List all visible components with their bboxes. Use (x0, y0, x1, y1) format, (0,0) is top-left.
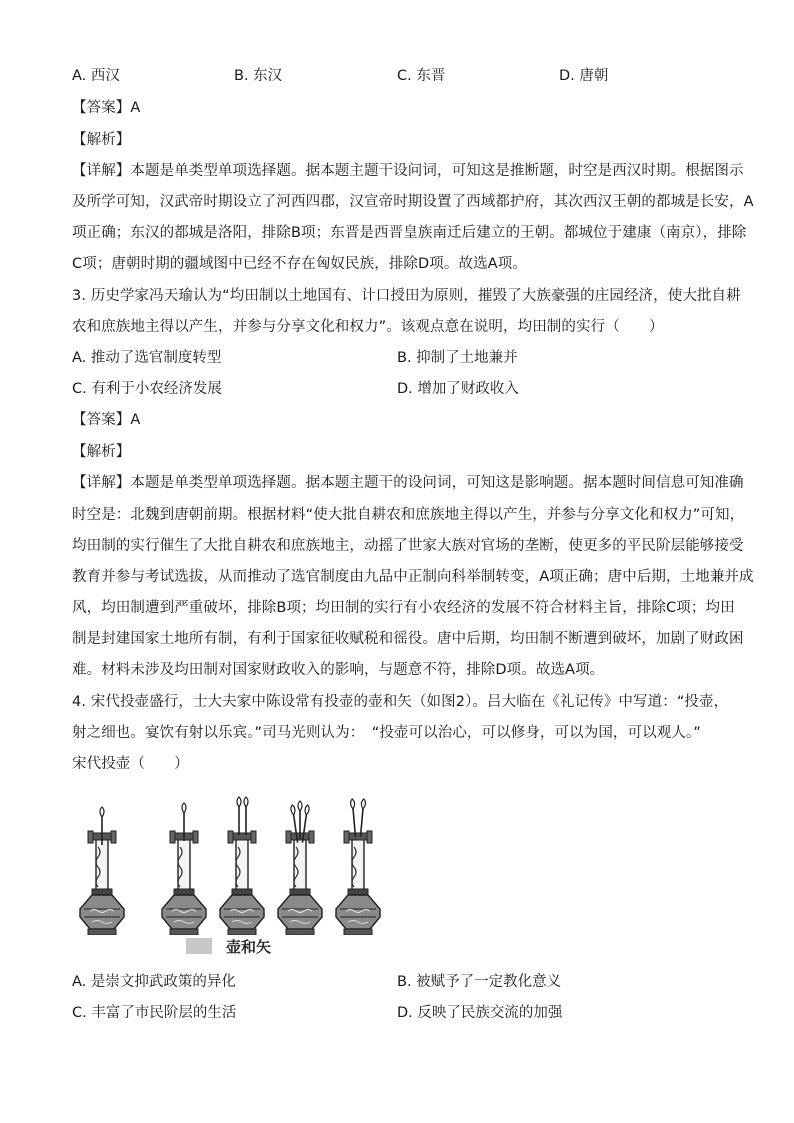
q3-option-b: B. 抑制了土地兼并 (397, 350, 518, 366)
q4-option-b: B. 被赋予了一定教化意义 (397, 974, 562, 990)
q3-detail-line: 时空是：北魏到唐朝前期。根据材料“使大批自耕农和庶族地主得以产生，并参与分享文化和权力”可知， (72, 507, 745, 523)
q3-option-a: A. 推动了选官制度转型 (72, 350, 222, 366)
q4-option-c: C. 丰富了市民阶层的生活 (72, 1005, 237, 1021)
q3-option-c: C. 有利于小农经济发展 (72, 381, 222, 397)
q2-option-c: C. 东晋 (397, 68, 446, 84)
q3-detail-line: 教育并参与考试选拔，从而推动了选官制度由九品中正制向科举制转变，A项正确；唐中后期，土地兼并成 (72, 569, 754, 585)
q3-detail-line: 风，均田制遭到严重破坏，排除B项；均田制的实行有小农经济的发展不符合材料主旨，排除C项；均田 (72, 600, 735, 616)
q4-option-a: A. 是崇文抑武政策的异化 (72, 974, 236, 990)
q3-stem-line: 农和庶族地主得以产生，并参与分享文化和权力”。该观点意在说明，均田制的实行（ ） (72, 319, 664, 335)
q2-detail-line: 及所学可知，汉武帝时期设立了河西四郡，汉宣帝时期设置了西域都护府，其次西汉王朝的都城是长安，A (72, 194, 754, 210)
q3-option-d: D. 增加了财政收入 (397, 381, 519, 397)
pot-illustration (72, 795, 392, 935)
q2-option-d: D. 唐朝 (559, 68, 609, 84)
q2-answer: 【答案】A (72, 100, 141, 116)
q3-stem-line: 3. 历史学家冯天瑜认为“均田制以土地国有、计口授田为原则，摧毁了大族豪强的庄园经济，使大批自耕 (72, 288, 741, 304)
q4-stem-line: 射之细也。宴饮有射以乐宾。”司马光则认为： “投壶可以治心，可以修身，可以为国，可以观人。” (72, 725, 701, 741)
q2-detail-line: 项正确；东汉的都城是洛阳，排除B项；东晋是西晋皇族南迁后建立的王朝。都城位于建康（南京），排除 (72, 225, 747, 241)
q2-detail-line: 【详解】本题是单类型单项选择题。据本题主题干设问词，可知这是推断题，时空是西汉时期。根据图示 (72, 163, 744, 179)
q4-stem-line: 4. 宋代投壶盛行，士大夫家中陈设常有投壶的壶和矢（如图2）。吕大临在《礼记传》中写道：“投壶， (72, 694, 729, 710)
q4-stem-line: 宋代投壶（ ） (72, 756, 189, 772)
q3-analysis-label: 【解析】 (72, 444, 131, 460)
figure-caption: 壶和矢 (226, 938, 272, 956)
q3-detail-line: 难。材料未涉及均田制对国家财政收入的影响，与题意不符，排除D项。故选A项。 (72, 662, 605, 678)
q3-answer: 【答案】A (72, 412, 141, 428)
q2-analysis-label: 【解析】 (72, 132, 131, 148)
q3-detail-line: 均田制的实行催生了大批自耕农和庶族地主，动摇了世家大族对官场的垄断，使更多的平民阶层能够接受 (72, 538, 744, 554)
q2-option-b: B. 东汉 (234, 68, 283, 84)
q3-detail-line: 【详解】本题是单类型单项选择题。据本题主题干的设问词，可知这是影响题。据本题时间信息可知准确 (72, 475, 744, 491)
figure-number-blur (186, 938, 212, 954)
q4-option-d: D. 反映了民族交流的加强 (397, 1005, 563, 1021)
q3-detail-line: 制是封建国家土地所有制，有利于国家征收赋税和徭役。唐中后期，均田制不断遭到破坏，加剧了财政困 (72, 631, 744, 647)
q2-option-a: A. 西汉 (72, 68, 120, 84)
q2-detail-line: C项；唐朝时期的疆域图中已经不存在匈奴民族，排除D项。故选A项。 (72, 256, 527, 272)
